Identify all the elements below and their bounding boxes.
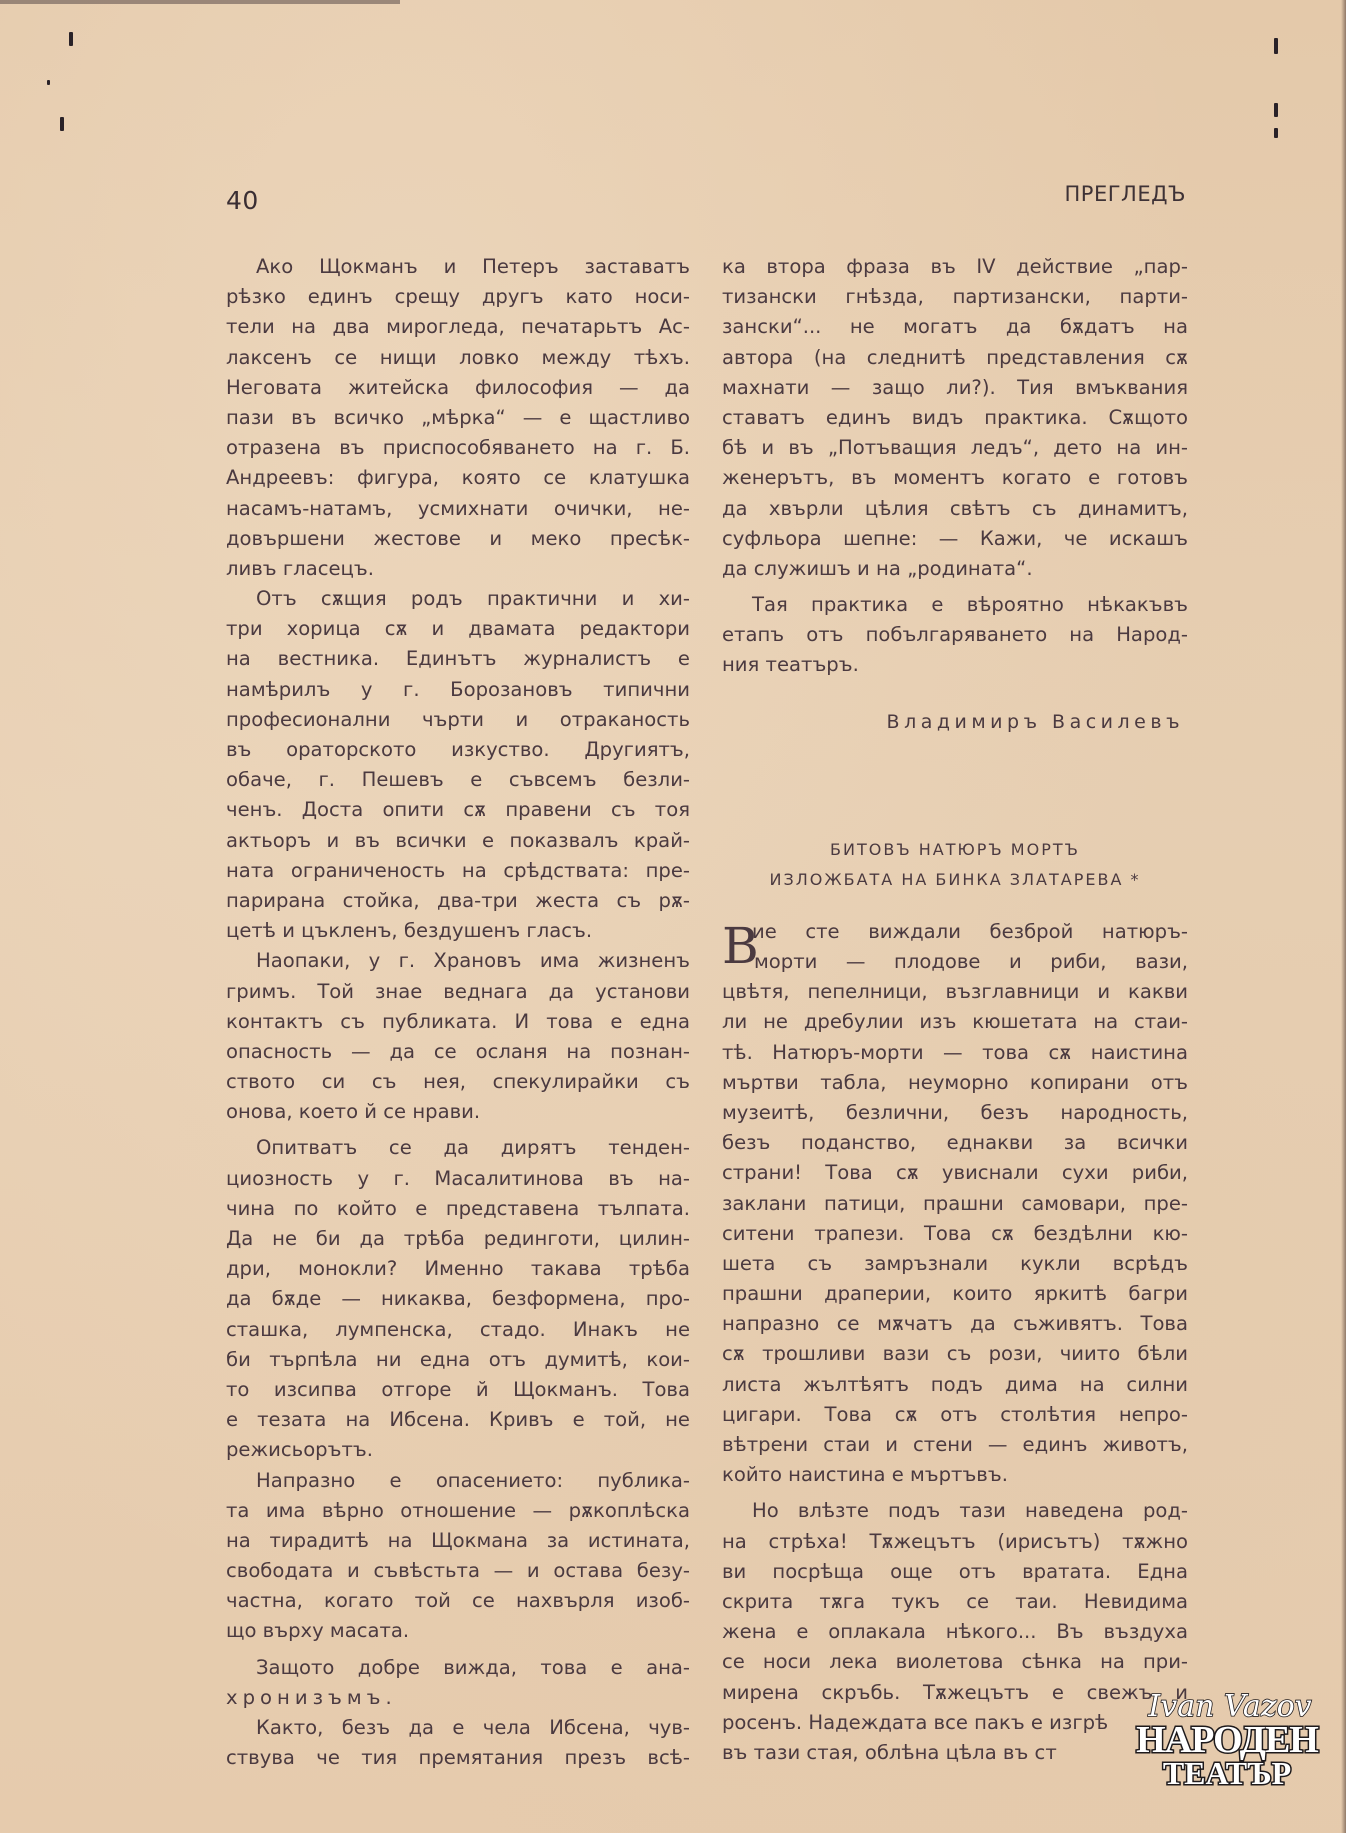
- text-line: свободата и съвѣстьта — и остава безу-: [226, 1559, 690, 1583]
- text-line: цетѣ и цъкленъ, бездушенъ гласъ.: [226, 919, 593, 943]
- text-line: да служишъ и на „родината“.: [722, 556, 1033, 580]
- text-line: Отъ сѫщия родъ практични и хи-: [256, 587, 690, 611]
- article-ending: [722, 252, 1188, 681]
- text-line: частна, когато той се нахвърля изоб-: [226, 1589, 690, 1613]
- text-line: Андреевъ: фигура, която се клатушка: [226, 466, 690, 490]
- text-line: тѣ. Натюръ-морти — това сѫ наистина: [722, 1040, 1188, 1064]
- text-line: на вестника. Единътъ журналистъ е: [226, 647, 690, 671]
- text-line: режисьорътъ.: [226, 1438, 373, 1462]
- text-line: опасность — да се осланя на познан-: [226, 1039, 690, 1063]
- text-line: дри, монокли? Именно такава трѣба: [226, 1257, 690, 1281]
- text-line: ствува че тия премятания презъ всѣ-: [226, 1746, 690, 1770]
- text-line: страни! Това сѫ увиснали сухи риби,: [722, 1161, 1188, 1185]
- article-subtitle: ИЗЛОЖБАТА НА БИНКА ЗЛАТАРЕВА *: [769, 869, 1141, 889]
- text-line: цвѣтя, пепелници, възглавници и какви: [722, 980, 1188, 1004]
- text-line: музеитѣ, безлични, безъ народность,: [722, 1100, 1188, 1124]
- text-line: актьоръ и въ всички е показвалъ край-: [226, 828, 690, 852]
- text-line: морти — плодове и риби, вази,: [754, 950, 1188, 974]
- author-signature: Владимиръ Василевъ: [886, 710, 1184, 733]
- text-line: професионални чърти и отраканость: [226, 707, 690, 731]
- text-line: е тезата на Ибсена. Кривъ е той, не: [226, 1408, 690, 1432]
- text-line: Защото добре вижда, това е ана-: [256, 1655, 690, 1679]
- text-line: ие сте виждали безброй натюръ-: [752, 919, 1188, 943]
- binding-hole-mark: [47, 80, 50, 85]
- text-line: женерътъ, въ моментъ когато е готовъ: [722, 466, 1188, 490]
- text-line: ка втора фраза въ IV действие „пар-: [722, 255, 1188, 278]
- left-column: [226, 252, 690, 1773]
- text-line: пази въ всичко „мѣрка“ — е щастливо: [226, 405, 690, 429]
- text-line: ната ограниченость на срѣдствата: пре-: [226, 858, 690, 882]
- text-line: напразно се мѫчатъ да съживятъ. Това: [722, 1312, 1188, 1336]
- text-line: ченъ. Доста опити сѫ правени съ тоя: [226, 798, 690, 822]
- text-line: Но влѣзте подъ тази наведена род-: [752, 1499, 1188, 1523]
- national-theatre-watermark-logo: [1122, 1680, 1332, 1790]
- scan-edge-shadow: [0, 0, 400, 4]
- text-line: мирена скръбь. Тѫжецътъ е свежъ и: [722, 1680, 1188, 1704]
- text-line: тели на два мирогледа, печатарьтъ Ас-: [226, 315, 690, 339]
- text-line: ставатъ единъ видъ практика. Сѫщото: [722, 405, 1188, 429]
- binding-hole-mark: [60, 117, 64, 131]
- article-body-lines: [722, 947, 1188, 1768]
- drop-cap: В: [722, 916, 759, 975]
- text-line: цигари. Това сѫ отъ столѣтия непро-: [722, 1402, 1188, 1426]
- text-line: чина по който е представена тълпата.: [226, 1196, 690, 1220]
- text-line: ли не дребулии изъ кюшетата на стаи-: [722, 1010, 1188, 1034]
- binding-hole-mark: [1274, 103, 1278, 117]
- text-line: обаче, г. Пешевъ е съвсемъ безли-: [226, 768, 690, 792]
- logo-line1: НАРОДЕН: [1136, 1719, 1318, 1761]
- scan-edge-shadow-right: [1341, 0, 1346, 1833]
- text-line: листа жълтѣятъ подъ дима на силни: [722, 1372, 1188, 1396]
- text-line: жена е оплакала нѣкого... Въ въздуха: [722, 1620, 1188, 1644]
- text-line: зански“... не могатъ да бѫдатъ на: [722, 315, 1188, 339]
- text-line: парирана стойка, два-три жеста съ рѫ-: [226, 888, 690, 912]
- text-line: Наопаки, у г. Храновъ има жизненъ: [256, 949, 690, 973]
- text-line: Неговата житейска философия — да: [226, 375, 690, 399]
- text-line: тизански гнѣзда, партизански, парти-: [722, 285, 1188, 309]
- text-line: на стрѣха! Тѫжецътъ (ирисътъ) тѫжно: [722, 1529, 1188, 1553]
- text-line: лаксенъ се нищи ловко между тѣхъ.: [226, 345, 690, 369]
- logo-signature: Ivan Vazov: [1148, 1689, 1312, 1724]
- text-line: въ тази стая, облѣна цѣла въ ст: [722, 1740, 1057, 1764]
- right-column: [722, 252, 1188, 1768]
- text-line: циозность у г. Масалитинова въ на-: [226, 1166, 690, 1190]
- text-line: автора (на следнитѣ представления сѫ: [722, 345, 1188, 369]
- text-line: контактъ съ публиката. И това е една: [226, 1009, 690, 1033]
- text-line: скрита тѫга тукъ се таи. Невидима: [722, 1589, 1188, 1613]
- text-line: бѣ и въ „Потъващия ледъ“, дето на ин-: [722, 436, 1188, 460]
- text-line: насамъ-натамъ, усмихнати очички, не-: [226, 496, 690, 520]
- text-line: отразена въ приспособяването на г. Б.: [226, 436, 690, 460]
- text-line: довършени жестове и меко пресѣк-: [226, 526, 690, 550]
- text-line: се носи лека виолетова сѣнка на при-: [722, 1650, 1188, 1674]
- text-line: три хорица сѫ и двамата редактори: [226, 617, 690, 641]
- binding-hole-mark: [1274, 128, 1278, 138]
- text-line: онова, което й се нрави.: [226, 1100, 481, 1124]
- text-line: Тая практика е вѣроятно нѣкакъвъ: [752, 593, 1188, 617]
- text-line: росенъ. Надеждата все пакъ е изгрѣ: [722, 1710, 1109, 1734]
- page-number: 40: [226, 186, 259, 215]
- text-line: хронизъмъ.: [226, 1685, 397, 1709]
- text-line: прашни драперии, които яркитѣ багри: [722, 1282, 1188, 1306]
- text-line: заклани патици, прашни самовари, пре-: [722, 1191, 1188, 1215]
- text-line: етапъ отъ побългаряването на Народ-: [722, 623, 1188, 647]
- text-line: гримъ. Той знае веднага да установи: [226, 979, 690, 1003]
- binding-hole-mark: [69, 32, 73, 46]
- text-line: безъ поданство, еднакви за всички: [722, 1131, 1188, 1155]
- binding-hole-mark: [1274, 38, 1278, 54]
- text-line: що върху масата.: [226, 1619, 410, 1643]
- text-line: който наистина е мъртъвъ.: [722, 1463, 1008, 1487]
- text-line: намѣрилъ у г. Борозановъ типични: [226, 677, 690, 701]
- text-line: ви посрѣща още отъ вратата. Една: [722, 1559, 1188, 1583]
- text-line: шета съ замръзнали кукли всрѣдъ: [722, 1251, 1188, 1275]
- article-title: БИТОВЪ НАТЮРЪ МОРТЪ: [830, 839, 1080, 859]
- text-line: Да не би да трѣба рединготи, цилин-: [226, 1227, 690, 1250]
- text-line: въ ораторското изкуство. Другиятъ,: [226, 738, 690, 761]
- text-line: би търпѣла ни една отъ думитѣ, кои-: [226, 1347, 690, 1371]
- text-line: Напразно е опасението: публика-: [256, 1468, 690, 1492]
- running-head: ПРЕГЛЕДЪ: [1064, 182, 1186, 206]
- text-line: сташка, лумпенска, стадо. Инакъ не: [226, 1317, 690, 1341]
- text-line: ния театъръ.: [722, 653, 859, 677]
- text-line: вѣтрени стаи и стени — единъ животъ,: [722, 1433, 1188, 1457]
- text-line: ството си съ нея, спекулирайки съ: [226, 1070, 690, 1094]
- text-line: то изсипва отгоре й Щокманъ. Това: [226, 1377, 690, 1401]
- article-body: [722, 917, 1188, 1768]
- text-line: ливъ гласецъ.: [226, 556, 374, 580]
- text-line: Ако Щокманъ и Петеръ заставатъ: [256, 255, 690, 278]
- text-line: та има вѣрно отношение — рѫкоплѣска: [226, 1498, 690, 1522]
- text-line: рѣзко единъ срещу другъ като носи-: [226, 285, 690, 309]
- text-line: да хвърли цѣлия свѣтъ съ динамитъ,: [722, 496, 1188, 520]
- text-line: Както, безъ да е чела Ибсена, чув-: [256, 1716, 690, 1739]
- text-line: махнати — защо ли?). Тия вмъквания: [722, 375, 1188, 399]
- text-line: ситени трапези. Това сѫ бездѣлни кю-: [722, 1221, 1188, 1245]
- text-line: да бѫде — никаква, безформена, про-: [226, 1287, 690, 1311]
- text-line: мъртви табла, неуморно копирани отъ: [722, 1070, 1188, 1094]
- text-line: на тирадитѣ на Щокмана за истината,: [226, 1528, 690, 1552]
- text-line: сѫ трошливи вази съ рози, чиито бѣли: [722, 1342, 1188, 1366]
- text-line: суфльора шепне: — Кажи, че искашъ: [722, 526, 1188, 550]
- logo-line2: ТЕАТЪР: [1162, 1755, 1292, 1790]
- text-line: Опитватъ се да дирятъ тенден-: [256, 1136, 690, 1160]
